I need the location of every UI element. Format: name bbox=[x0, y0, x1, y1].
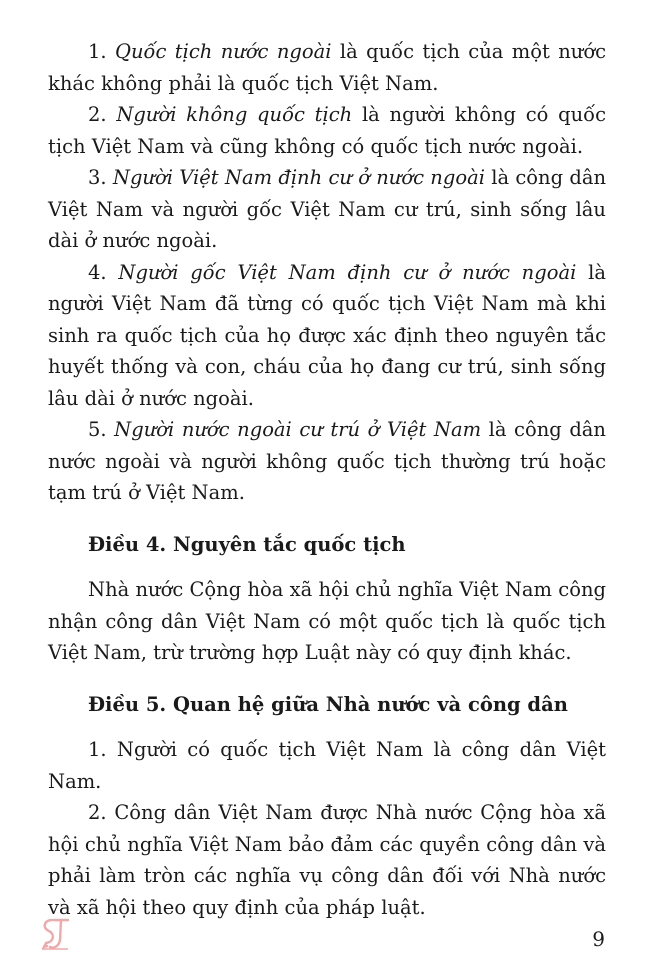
definition-1 bbox=[48, 36, 606, 99]
article-4-body: Nhà nước Cộng hòa xã hội chủ nghĩa Việt Nam công nhận công dân Việt Nam có một quốc tịch là quốc tịch Việt Nam, trừ trường hợp Luật này có quy định khác. bbox=[48, 578, 606, 664]
definition-number: 4. bbox=[88, 260, 107, 284]
definition-term: Người nước ngoài cư trú ở Việt Nam bbox=[114, 418, 482, 441]
definition-number: 2. bbox=[88, 103, 107, 126]
article-4-heading: Điều 4. Nguyên tắc quốc tịch bbox=[88, 532, 406, 556]
definition-term: Người Việt Nam định cư ở nước ngoài bbox=[112, 166, 485, 189]
definition-text: là công dân Việt Nam và người gốc Việt Nam cư trú, sinh sống lâu dài ở nước ngoài. bbox=[48, 166, 607, 252]
definition-number: 3. bbox=[88, 166, 107, 189]
definition-number: 5. bbox=[88, 418, 107, 441]
definition-text: là công dân nước ngoài và người không quốc tịch thường trú hoặc tạm trú ở Việt Nam. bbox=[48, 418, 606, 504]
definition-term: Người không quốc tịch bbox=[116, 103, 353, 126]
definition-text: là người không có quốc tịch Việt Nam và cũng không có quốc tịch nước ngoài. bbox=[48, 103, 606, 158]
definition-4 bbox=[48, 257, 606, 415]
definition-term: Quốc tịch nước ngoài bbox=[115, 40, 332, 63]
definition-text: là người Việt Nam đã từng có quốc tịch Việt Nam mà khi sinh ra quốc tịch của họ được xác định theo nguyên tắc huyết thống và con, cháu của họ đang cư trú, sinh sống lâu dài ở nước ngoài. bbox=[48, 260, 606, 410]
definition-term: Người gốc Việt Nam định cư ở nước ngoài bbox=[118, 260, 577, 284]
definition-5 bbox=[48, 414, 606, 509]
publisher-logo-icon bbox=[38, 914, 72, 952]
article-5-item-2: 2. Công dân Việt Nam được Nhà nước Cộng hòa xã hội chủ nghĩa Việt Nam bảo đảm các quyền công dân và phải làm tròn các nghĩa vụ công dân đối với Nhà nước và xã hội theo quy định của pháp luật. bbox=[48, 801, 606, 919]
definition-2 bbox=[48, 99, 606, 162]
page-number: 9 bbox=[592, 927, 605, 951]
article-5-item-1: 1. Người có quốc tịch Việt Nam là công dân Việt Nam. bbox=[48, 738, 606, 793]
definition-3 bbox=[48, 162, 606, 257]
article-5-heading: Điều 5. Quan hệ giữa Nhà nước và công dân bbox=[88, 692, 568, 716]
definition-number: 1. bbox=[88, 40, 107, 63]
definition-text: là quốc tịch của một nước khác không phải là quốc tịch Việt Nam. bbox=[48, 40, 607, 95]
page-content bbox=[48, 36, 606, 923]
